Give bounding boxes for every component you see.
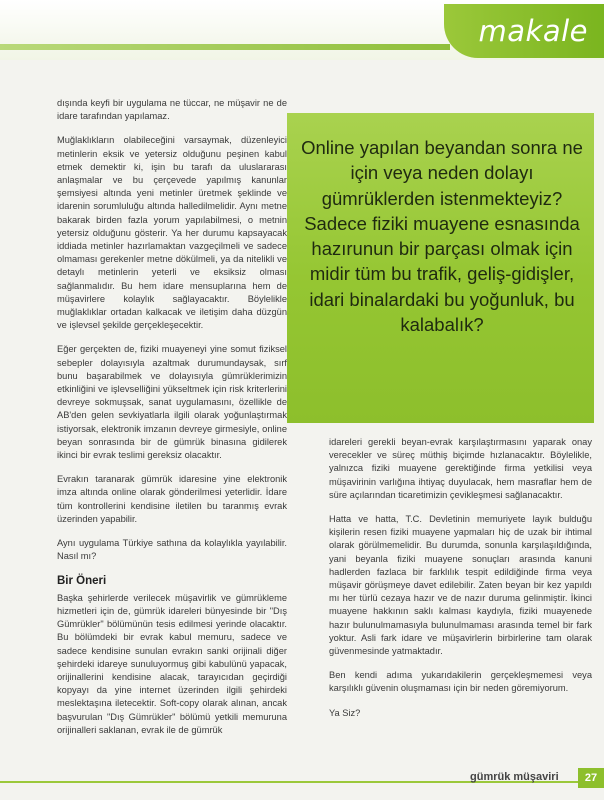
paragraph: Eğer gerçekten de, fiziki muayeneyi yine somut fiziksel sebepler dolayısıyla azaltmak durumundaysak, sırf bunu başarabilmek ve dolayısıyla gümrüklerimizin etkinliğini ve işlevselliğini yükseltmek için risk kriterlerini devreye sokmuşsak, sanat uygulamasını, özellikle de AB'den gelen sevkiyatlarla ilgili olarak yoğunlaştırmak istiyorsak, elektronik imzanın devreye girmesiyle, online beyan sonrasında bir de gümrük binasına gidilerek ikinci bir evrak teslimi gereksiz olacaktır. [57, 344, 287, 461]
section-title: makale [478, 14, 588, 48]
page-number: 27 [578, 768, 604, 788]
paragraph: Ya Siz? [329, 707, 361, 718]
paragraph: dışında keyfi bir uygulama ne tüccar, ne müşavir ne de idare tarafından yapılamaz. [57, 98, 287, 122]
paragraph: Başka şehirlerde verilecek müşavirlik ve gümrükleme hizmetleri için de, gümrük idareleri bünyesinde bir "Dış Gümrükler" bölümünün tesis edilmesi yerinde olacaktır. Bu bölümdeki bir evrak kabul memuru, sadece ve sadece kendisine sunulan evrakın sanki orijinali diğer şehirdeki idareye sunuluyormuş gibi kabulünü yapacak, orijinallerini kendisine alacak, tarayıcıdan geçirdiği kopyayı da yine internet üzerinden ilgili şehirdeki meslektaşına iletecektir. Soft-copy olarak alınan, ancak başvurulan "Dış Gümrükler" bölümü yetkili memuruna orijinalleri saklanan, evrak ile de gümrük [57, 592, 287, 735]
paragraph: Evrakın taranarak gümrük idaresine yine elektronik imza altında online olarak gönderilmesi yeterlidir. İdare tüm kontrollerini kendisine iletilen bu taranmış evrak üzerinden yapabilir. [57, 474, 287, 524]
pull-quote-box [287, 113, 594, 423]
right-column [329, 436, 592, 731]
paragraph: Ben kendi adıma yukarıdakilerin gerçekleşmemesi veya karşılıklı güvenin oluşmaması için bir neden göremiyorum. [329, 670, 592, 694]
subheading: Bir Öneri [57, 574, 107, 587]
left-column [57, 97, 287, 748]
footer-brand: gümrük müşaviri [470, 771, 559, 783]
paragraph: Hatta ve hatta, T.C. Devletinin memuriyete layık bulduğu kişilerin resen fiziki muayene yapmaları hiç de uzak bir ihtimal olarak görülmemelidir. Bu durumda, sonunla karşılaşıldığında, yani beyanla fiziki muayene sonuçları arasında kanuni hadlerden fazlaca bir farklılık tespit edildiğinde firma veya müşavir görüşmeye davet edilebilir. Zaten beyan bir kez yapıldı mı her türlü cezaya hazır ve de nazır duruma gelinmiştir. İkinci muayene hakkının saklı kalması kaydıyla, fiziki muayenede hazır bulunulmamasıyla bulunulmaması arasında temel bir fark yoktur. Asli fark idare ve müşavirlerin birbirlerine tam olarak güvenmesinde yatmaktadır. [329, 514, 592, 657]
paragraph: Aynı uygulama Türkiye sathına da kolaylıkla yayılabilir. Nasıl mı? [57, 538, 287, 562]
paragraph: idareleri gerekli beyan-evrak karşılaştırmasını yaparak onay verecekler ve süreç müthiş biçimde hızlanacaktır. Böylelikle, yalnızca fiziki muayene gerektiğinde firma yetkilisi veya müşavirinin varlığına ihtiyaç duyulacak, hem masraflar hem de süre açılarından ticaretimizin çevikleşmesi sağlanacaktır. [329, 437, 592, 500]
header-stripe [0, 44, 450, 50]
paragraph: Muğlaklıkların olabileceğini varsaymak, düzenleyici metinlerin eksik ve yetersiz olduğunu peşinen kabul etmek demektir ki, işin bu tarafı da uluslararası anlaşmalar ve bu çerçevede yapılmış kanunlar şemsiyesi altında yeni metinler üretmek şeklinde ve idarenin sorumluluğu altında halledilmelidir. Aynı metne bakarak birden fazla yorum yapılabilmesi, o metnin yetersiz olduğunu gösterir. Ya her durumu kapsayacak iddiada metinler hazırlamaktan vazgeçilmeli ve sadece olmaması gerekenler metne dökülmeli, ya da nitelikli ve detaylı metinlerin yeterli ve eksiksiz olması sağlanmalıdır. Bu hem idare mensuplarına hem de müşavirlere kolaylık sağlayacaktır. Böylelikle muğlaklıklar ortadan kalkacak ve iletişim daha düzgün ve işlevsel şekilde gerçekleşecektir. [57, 135, 287, 331]
pull-quote-text: Online yapılan beyandan sonra ne için veya neden dolayı gümrüklerden istenmekteyiz? Sadece fiziki muayene esnasında hazırunun bir parçası olmak için midir tüm bu trafik, geliş-gidişler, idari binalardaki bu yoğunluk, bu kalabalık? [301, 137, 583, 336]
